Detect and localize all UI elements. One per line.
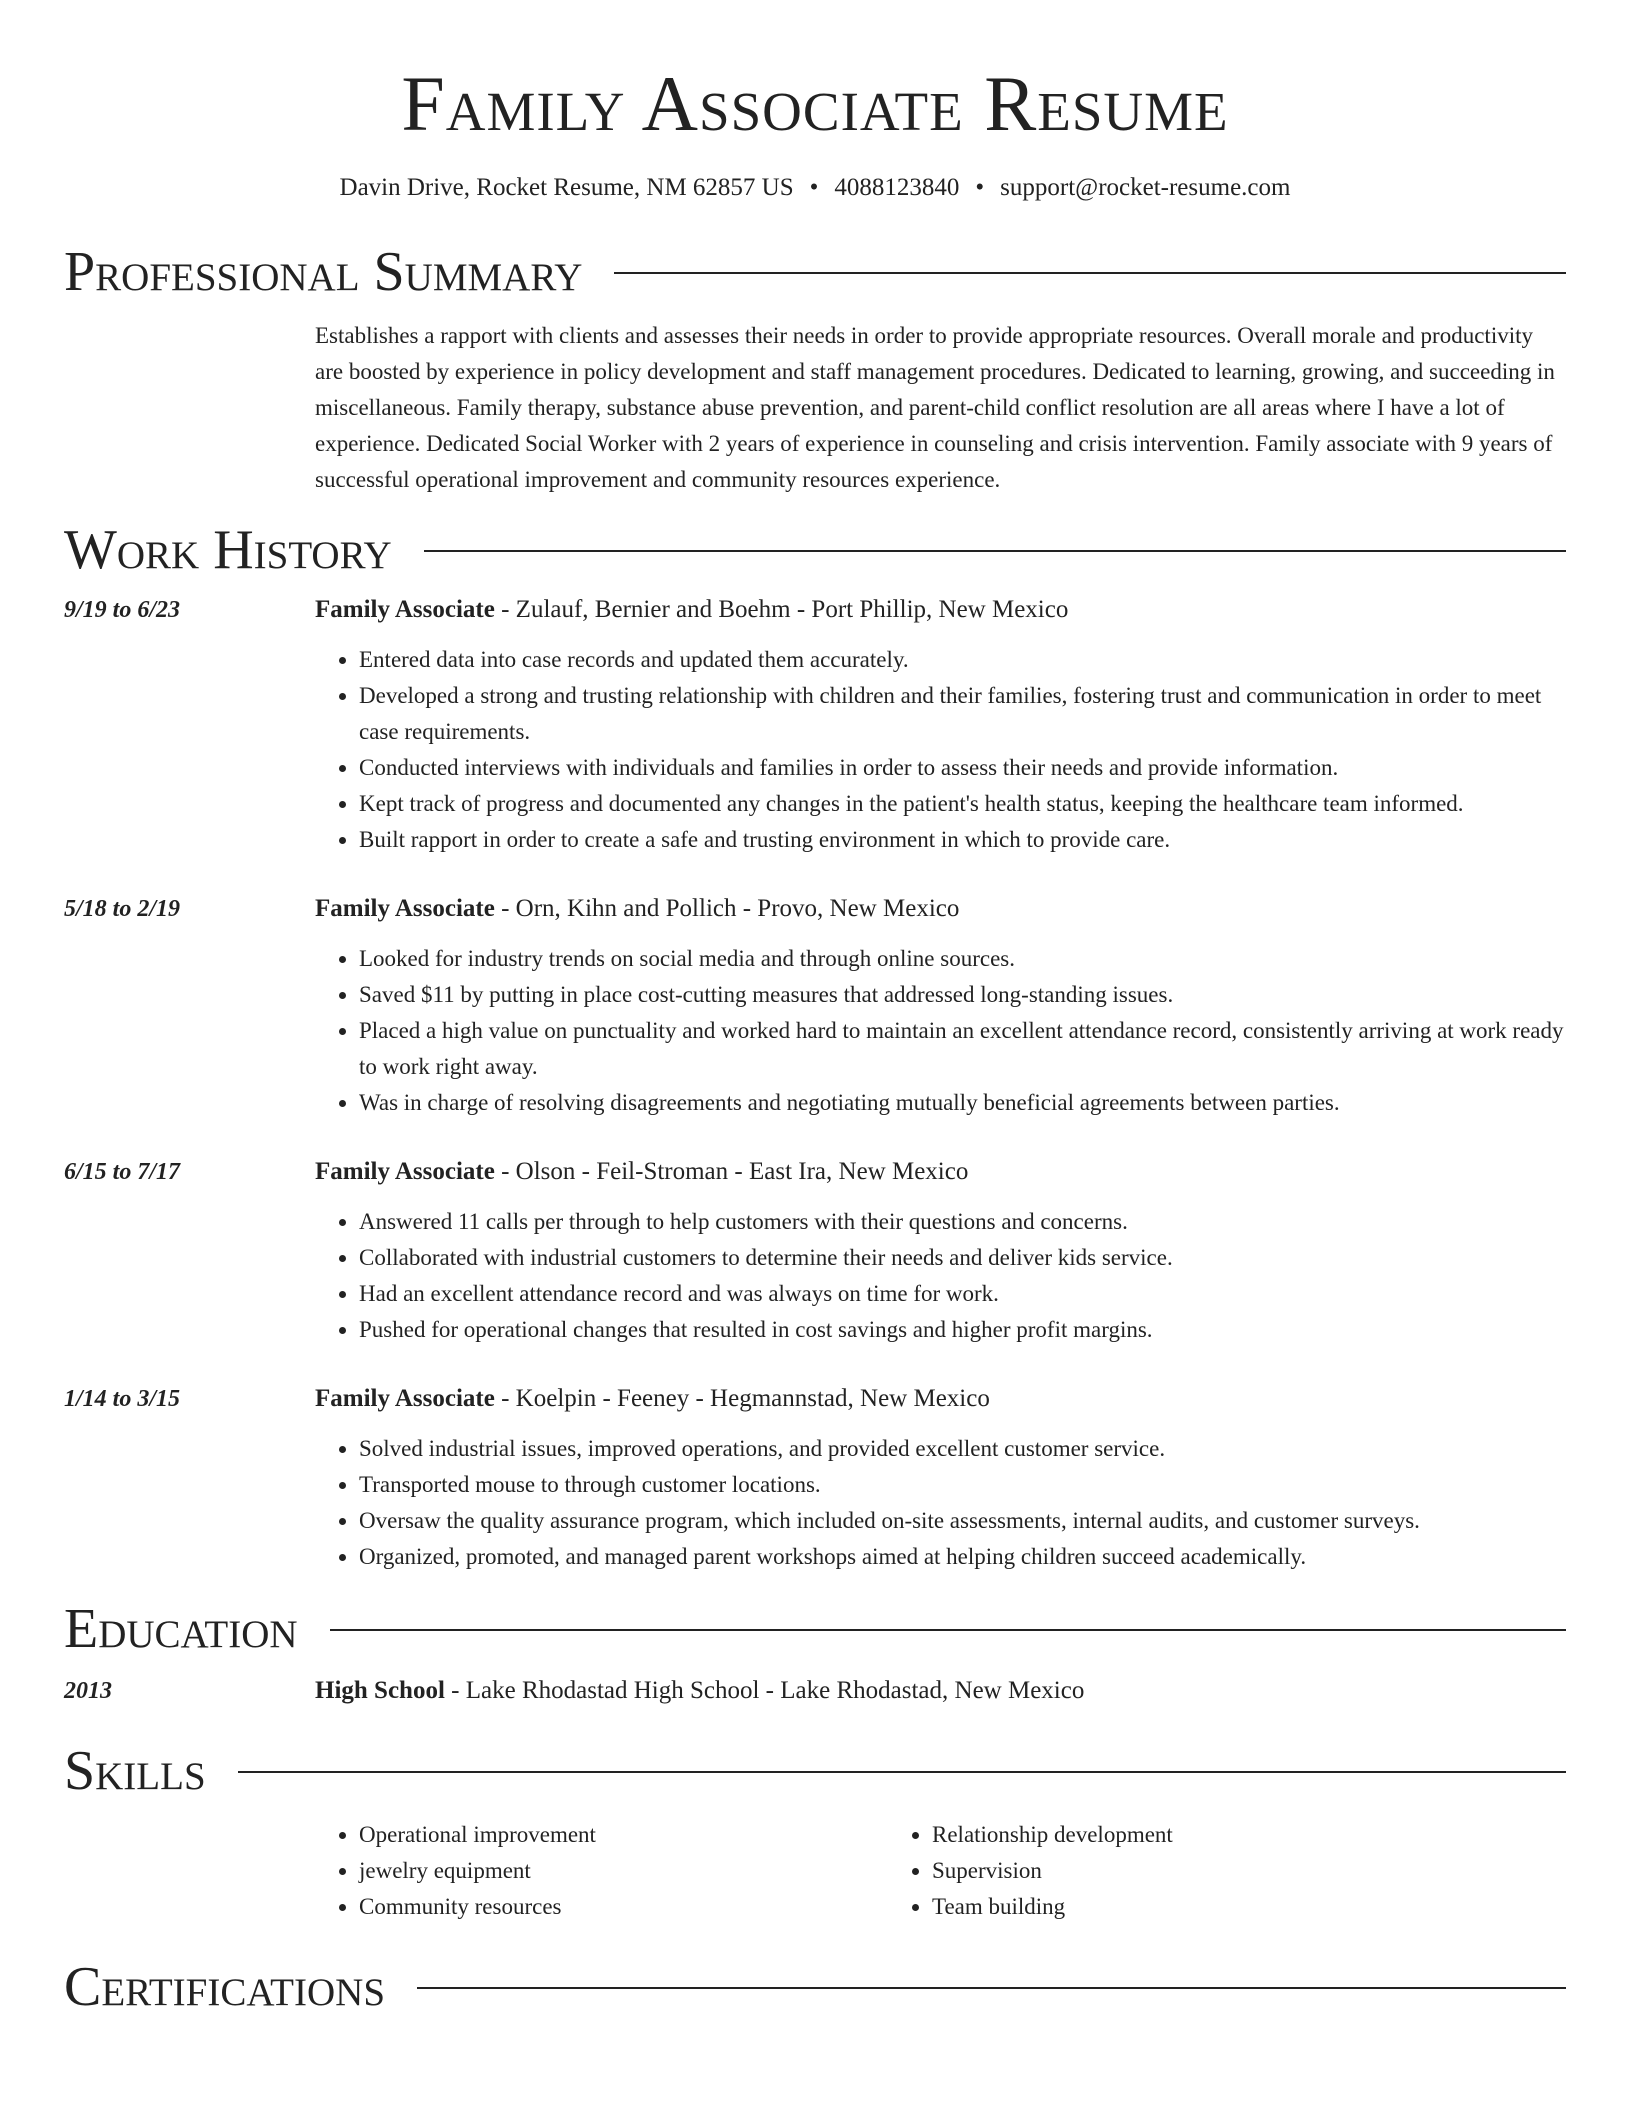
education-section-header — [64, 1597, 1566, 1661]
certifications-heading: Certifications — [64, 1956, 386, 2018]
skill-item: • jewelry equipment — [359, 1853, 888, 1889]
job-dates: 5/18 to 2/19 — [64, 896, 181, 922]
job-bullet: • Saved $11 by putting in place cost-cutting measures that addressed long-standing issues. — [359, 977, 1566, 1013]
job-details: - Koelpin - Feeney - Hegmannstad, New Mexico — [494, 1385, 990, 1412]
job-bullet: • Answered 11 calls per through to help customers with their questions and concerns. — [359, 1204, 1566, 1240]
section-divider — [424, 550, 1566, 552]
job-bullets — [315, 941, 1566, 1121]
job-bullet: • Pushed for operational changes that resulted in cost savings and higher profit margins. — [359, 1312, 1566, 1348]
job-bullet: • Was in charge of resolving disagreements and negotiating mutually beneficial agreements between parties. — [359, 1085, 1566, 1121]
work-heading: Work History — [64, 519, 392, 581]
contact-separator: • — [809, 174, 819, 201]
job-bullet: • Built rapport in order to create a safe and trusting environment in which to provide care. — [359, 822, 1566, 858]
section-divider — [614, 272, 1566, 274]
skills-list — [315, 1817, 1566, 1925]
skills-column-right — [888, 1817, 1461, 1925]
education-line — [315, 1673, 1084, 1709]
job-entry — [64, 1381, 1566, 1575]
education-heading: Education — [64, 1598, 298, 1660]
skill-item: • Supervision — [932, 1853, 1461, 1889]
job-bullet: • Organized, promoted, and managed parent workshops aimed at helping children succeed academically. — [359, 1539, 1566, 1575]
contact-address: Davin Drive, Rocket Resume, NM 62857 US — [339, 174, 794, 201]
summary-text: Establishes a rapport with clients and assesses their needs in order to provide appropriate resources. Overall morale and productivity are boosted by experience in policy development and staff management procedures. Dedicated to learning, growing, and succeeding in miscellaneous. Family therapy, substance abuse prevention, and parent-child conflict resolution are all areas where I have a lot of experience. Dedicated Social Worker with 2 years of experience in counseling and crisis intervention. Family associate with 9 years of successful operational improvement and community resources experience. — [315, 323, 1555, 492]
resume-title: Family Associate Resume — [401, 60, 1229, 147]
section-divider — [330, 1629, 1566, 1631]
job-header — [64, 1154, 1566, 1190]
job-header — [64, 891, 1566, 927]
skill-item: • Operational improvement — [359, 1817, 888, 1853]
education-header — [64, 1673, 1566, 1709]
job-bullet: • Had an excellent attendance record and was always on time for work. — [359, 1276, 1566, 1312]
job-line — [315, 1154, 968, 1190]
work-section-header — [64, 518, 1566, 582]
job-line — [315, 592, 1068, 628]
job-dates: 9/19 to 6/23 — [64, 597, 181, 623]
job-header — [64, 1381, 1566, 1417]
job-line — [315, 891, 959, 927]
job-details: - Zulauf, Bernier and Boehm - Port Phillip, New Mexico — [494, 596, 1069, 623]
job-bullet: • Oversaw the quality assurance program, which included on-site assessments, internal audits, and customer surveys. — [359, 1503, 1566, 1539]
skills-heading: Skills — [64, 1740, 206, 1802]
education-entry — [64, 1673, 1566, 1709]
job-line — [315, 1381, 990, 1417]
skill-item: • Relationship development — [932, 1817, 1461, 1853]
education-degree: High School — [315, 1677, 445, 1704]
certifications-section-header — [64, 1955, 1566, 2019]
job-bullet: • Placed a high value on punctuality and worked hard to maintain an excellent attendance record, consistently arriving at work ready to work right away. — [359, 1013, 1566, 1085]
job-dates: 6/15 to 7/17 — [64, 1159, 181, 1185]
skills-column-left — [315, 1817, 888, 1925]
education-year: 2013 — [64, 1678, 112, 1704]
job-title: Family Associate — [315, 895, 495, 922]
contact-phone: 4088123840 — [834, 174, 960, 201]
job-bullets — [315, 1431, 1566, 1575]
job-details: - Olson - Feil-Stroman - East Ira, New Mexico — [494, 1158, 969, 1185]
job-bullet: • Conducted interviews with individuals and families in order to assess their needs and provide information. — [359, 750, 1566, 786]
summary-section-header — [64, 240, 1566, 304]
job-title: Family Associate — [315, 596, 495, 623]
education-details: - Lake Rhodastad High School - Lake Rhodastad, New Mexico — [444, 1677, 1085, 1704]
job-title: Family Associate — [315, 1385, 495, 1412]
job-bullets — [315, 1204, 1566, 1348]
job-header — [64, 592, 1566, 628]
job-title: Family Associate — [315, 1158, 495, 1185]
job-bullet: • Developed a strong and trusting relationship with children and their families, fostering trust and communication in order to meet case requirements. — [359, 678, 1566, 750]
job-bullet: • Kept track of progress and documented any changes in the patient's health status, keeping the healthcare team informed. — [359, 786, 1566, 822]
job-bullet: • Collaborated with industrial customers to determine their needs and deliver kids service. — [359, 1240, 1566, 1276]
summary-heading: Professional Summary — [64, 241, 583, 303]
job-entry — [64, 1154, 1566, 1348]
job-entry — [64, 891, 1566, 1121]
section-divider — [238, 1771, 1566, 1773]
job-bullet: • Looked for industry trends on social media and through online sources. — [359, 941, 1566, 977]
contact-email[interactable]: support@rocket-resume.com — [1000, 174, 1291, 201]
skills-section-header — [64, 1739, 1566, 1803]
job-bullet: • Entered data into case records and updated them accurately. — [359, 642, 1566, 678]
job-details: - Orn, Kihn and Pollich - Provo, New Mexico — [494, 895, 960, 922]
skill-item: • Team building — [932, 1889, 1461, 1925]
job-entry — [64, 592, 1566, 858]
skill-item: • Community resources — [359, 1889, 888, 1925]
job-bullet: • Solved industrial issues, improved operations, and provided excellent customer service. — [359, 1431, 1566, 1467]
contact-separator: • — [975, 174, 985, 201]
job-dates: 1/14 to 3/15 — [64, 1386, 181, 1412]
contact-line — [64, 172, 1566, 204]
job-bullets — [315, 642, 1566, 858]
job-bullet: • Transported mouse to through customer locations. — [359, 1467, 1566, 1503]
section-divider — [417, 1987, 1566, 1989]
